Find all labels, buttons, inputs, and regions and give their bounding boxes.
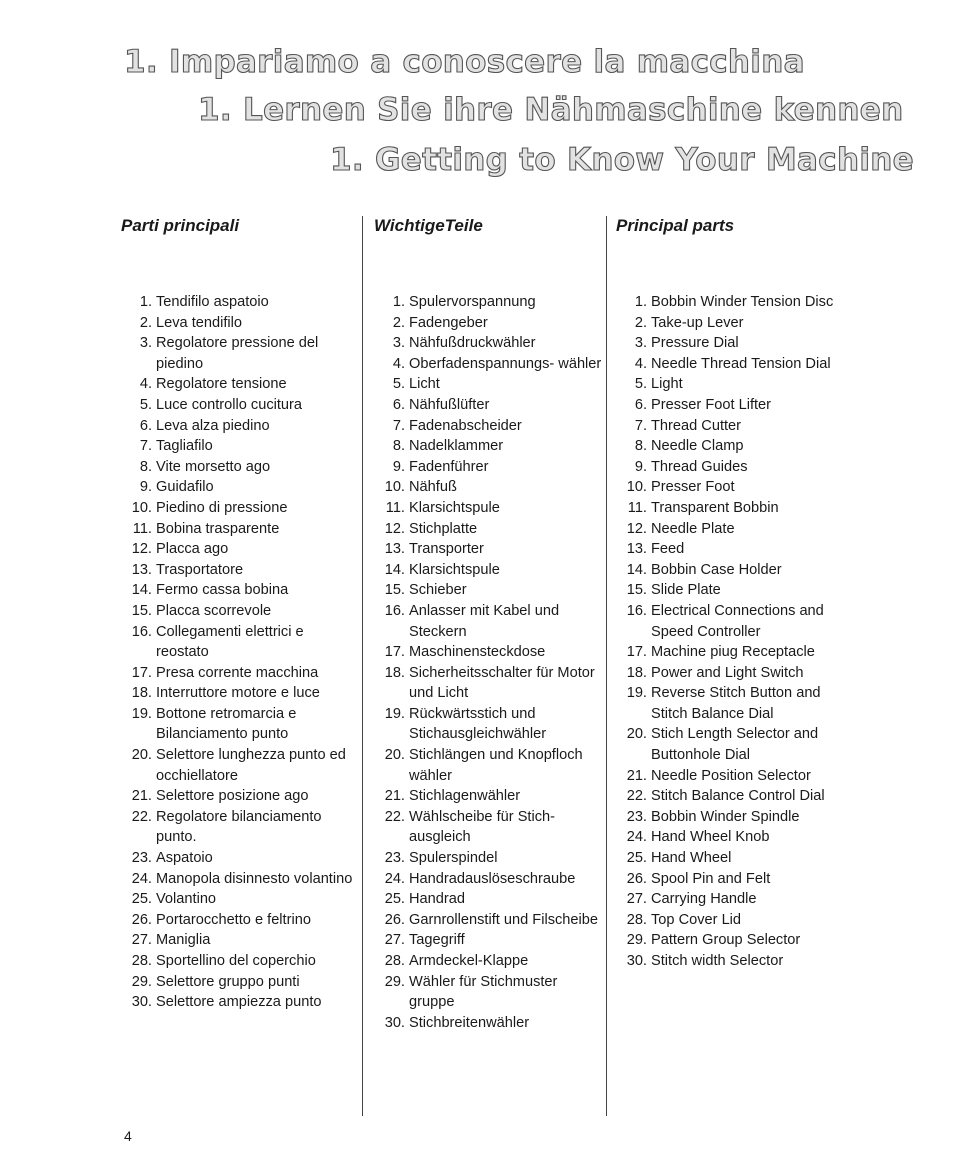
item-text: Nadelklammer (409, 438, 504, 455)
item-text: Rückwärtsstich und Stichausgleichwähler (409, 705, 547, 743)
list-item (392, 354, 602, 375)
item-number: 14. (626, 561, 647, 578)
list-item (131, 683, 357, 704)
list-item (634, 292, 856, 313)
list-item (626, 539, 856, 560)
parts-list (384, 292, 602, 1033)
item-text: Fadenabscheider (409, 417, 522, 434)
item-number: 30. (131, 994, 152, 1011)
item-text: Fadengeber (409, 314, 488, 331)
item-number: 15. (384, 582, 405, 599)
item-text: Transporter (409, 541, 484, 558)
list-item (634, 374, 856, 395)
list-item (384, 1013, 602, 1034)
list-item (392, 313, 602, 334)
list-item (392, 457, 602, 478)
list-item (131, 807, 357, 848)
item-text: Reverse Stitch Button and Stitch Balance Dial (651, 685, 821, 722)
item-number: 30. (626, 953, 647, 969)
item-number: 15. (131, 602, 152, 619)
item-number: 3. (634, 335, 647, 352)
item-text: Leva alza piedino (156, 417, 270, 434)
list-item (131, 539, 357, 560)
item-number: 23. (626, 808, 647, 825)
item-number: 10. (626, 479, 647, 496)
list-item (626, 848, 856, 869)
item-text: Manopola disinnesto volantino (156, 870, 353, 887)
item-number: 9. (139, 479, 152, 496)
item-number: 7. (634, 417, 647, 434)
item-number: 26. (384, 911, 405, 928)
item-text: Tagegriff (409, 932, 465, 949)
item-number: 14. (131, 582, 152, 599)
list-item (626, 951, 856, 972)
list-item (626, 766, 856, 787)
list-item (626, 889, 856, 910)
list-item (131, 622, 357, 663)
item-text: Volantino (156, 891, 217, 908)
item-text: Handrad (409, 891, 465, 908)
column-heading: Parti principali (121, 216, 240, 235)
item-text: Tagliafilo (156, 438, 213, 455)
item-number: 17. (131, 664, 152, 681)
parts-list (131, 292, 357, 1013)
item-number: 1. (392, 294, 405, 310)
item-number: 28. (131, 953, 152, 969)
item-text: Placca scorrevole (156, 602, 272, 619)
list-item (384, 972, 602, 1013)
item-text: Fermo cassa bobina (156, 582, 289, 599)
item-number: 22. (131, 808, 152, 825)
item-text: Top Cover Lid (651, 911, 742, 928)
list-item (139, 436, 357, 457)
item-number: 10. (131, 499, 152, 516)
item-number: 8. (634, 438, 647, 455)
item-text: Slide Plate (651, 582, 721, 599)
item-text: Bobina trasparente (156, 520, 280, 537)
item-number: 20. (384, 747, 405, 764)
item-number: 20. (131, 747, 152, 764)
item-number: 16. (131, 623, 152, 640)
item-number: 30. (384, 1014, 405, 1031)
column-divider (362, 216, 363, 1116)
list-item (385, 498, 602, 519)
item-number: 28. (626, 911, 647, 928)
list-item (131, 889, 357, 910)
list-item (627, 498, 856, 519)
list-item (384, 704, 602, 745)
item-text: Wählscheibe für Stich- ausgleich (409, 808, 555, 846)
item-text: Light (651, 376, 683, 393)
item-text: Stichplatte (409, 520, 478, 537)
list-item (139, 313, 357, 334)
title-german: 1. Lernen Sie ihre Nähmaschine kennen (198, 92, 904, 128)
list-item (626, 786, 856, 807)
list-item (626, 642, 856, 663)
list-item (131, 869, 357, 890)
item-number: 9. (392, 458, 405, 475)
item-text: Trasportatore (156, 561, 244, 578)
item-number: 15. (626, 582, 647, 599)
item-text: Vite morsetto ago (156, 458, 271, 475)
list-item (634, 333, 856, 354)
column-german (374, 212, 602, 1033)
item-text: Aspatoio (156, 850, 213, 867)
item-text: Maniglia (156, 932, 211, 949)
list-item (384, 889, 602, 910)
item-text: Placca ago (156, 541, 229, 558)
list-item (392, 374, 602, 395)
column-heading: Principal parts (616, 216, 735, 235)
item-text: Thread Cutter (651, 417, 742, 434)
list-item (384, 477, 602, 498)
list-item (384, 580, 602, 601)
page-titles (0, 0, 954, 190)
list-item (626, 683, 856, 724)
list-item (384, 601, 602, 642)
list-item (131, 848, 357, 869)
list-item (384, 663, 602, 704)
item-text: Needle Plate (651, 520, 735, 537)
item-text: Guidafilo (156, 479, 214, 496)
list-item (384, 930, 602, 951)
list-item (626, 869, 856, 890)
item-number: 3. (139, 335, 152, 352)
list-item (139, 333, 357, 374)
list-item (131, 560, 357, 581)
item-text: Presser Foot Lifter (651, 396, 772, 413)
list-item (626, 519, 856, 540)
item-number: 9. (634, 458, 647, 475)
list-item (634, 436, 856, 457)
list-item (626, 663, 856, 684)
item-text: Anlasser mit Kabel und Steckern (409, 602, 560, 640)
item-number: 18. (626, 664, 647, 681)
item-number: 14. (384, 561, 405, 578)
item-text: Armdeckel-Klappe (409, 953, 529, 969)
list-item (392, 333, 602, 354)
list-item (139, 374, 357, 395)
item-number: 3. (392, 335, 405, 352)
item-number: 25. (384, 891, 405, 908)
list-item (384, 560, 602, 581)
item-number: 29. (626, 932, 647, 949)
item-text: Fadenführer (409, 458, 489, 475)
item-number: 7. (392, 417, 405, 434)
item-text: Klarsichtspule (409, 499, 500, 516)
item-number: 8. (392, 438, 405, 455)
list-item (626, 601, 856, 642)
item-number: 21. (626, 767, 647, 784)
item-text: Pattern Group Selector (651, 932, 801, 949)
item-number: 19. (626, 685, 647, 702)
item-number: 18. (131, 685, 152, 702)
list-item (131, 704, 357, 745)
list-item (626, 560, 856, 581)
item-text: Bobbin Case Holder (651, 561, 782, 578)
item-number: 5. (139, 396, 152, 413)
item-number: 27. (131, 932, 152, 949)
list-item (626, 930, 856, 951)
item-number: 17. (384, 644, 405, 661)
item-number: 11. (132, 520, 152, 537)
list-item (131, 992, 357, 1013)
item-text: Collegamenti elettrici e reostato (156, 623, 304, 661)
item-text: Maschinensteckdose (409, 644, 546, 661)
item-number: 12. (131, 541, 152, 558)
item-number: 27. (626, 891, 647, 908)
list-item (139, 457, 357, 478)
list-item (392, 395, 602, 416)
item-number: 12. (626, 520, 647, 537)
list-item (131, 972, 357, 993)
item-text: Selettore ampiezza punto (156, 994, 322, 1011)
list-item (384, 910, 602, 931)
item-number: 16. (384, 602, 405, 619)
item-text: Transparent Bobbin (651, 499, 779, 516)
list-item (131, 498, 357, 519)
item-number: 19. (384, 705, 405, 722)
item-number: 24. (131, 870, 152, 887)
item-number: 24. (384, 870, 405, 887)
item-number: 27. (384, 932, 405, 949)
item-number: 8. (139, 458, 152, 475)
item-number: 19. (131, 705, 152, 722)
title-italian: 1. Impariamo a conoscere la macchina (124, 44, 805, 80)
item-text: Stichbreitenwähler (409, 1014, 530, 1031)
item-text: Spulerspindel (409, 850, 498, 867)
list-item (131, 910, 357, 931)
list-item (626, 827, 856, 848)
list-item (392, 416, 602, 437)
item-text: Leva tendifilo (156, 314, 243, 331)
item-number: 21. (131, 788, 152, 805)
item-text: Bottone retromarcia e Bilanciamento punto (156, 705, 297, 743)
item-number: 28. (384, 953, 405, 969)
item-number: 26. (626, 870, 647, 887)
list-item (131, 601, 357, 622)
item-text: Needle Clamp (651, 438, 744, 455)
list-item (634, 457, 856, 478)
title-english: 1. Getting to Know Your Machine (330, 142, 914, 178)
item-number: 1. (634, 294, 647, 310)
item-text: Stich Length Selector and Buttonhole Dial (651, 726, 819, 764)
list-item (384, 519, 602, 540)
item-text: Feed (651, 541, 685, 558)
list-item (384, 642, 602, 663)
item-text: Stitch width Selector (651, 953, 784, 969)
item-text: Interruttore motore e luce (156, 685, 320, 702)
item-number: 24. (626, 829, 647, 846)
item-number: 13. (626, 541, 647, 558)
list-item (626, 580, 856, 601)
item-text: Machine piug Receptacle (651, 644, 815, 661)
item-text: Nähfußlüfter (409, 396, 490, 413)
item-text: Garnrollenstift und Filscheibe (409, 911, 598, 928)
column-english (616, 212, 856, 972)
item-text: Luce controllo cucitura (156, 396, 303, 413)
list-item (139, 395, 357, 416)
item-text: Bobbin Winder Spindle (651, 808, 800, 825)
item-text: Wähler für Stichmuster gruppe (409, 973, 558, 1011)
list-item (139, 416, 357, 437)
list-item (634, 395, 856, 416)
item-number: 4. (139, 376, 152, 393)
list-item (131, 745, 357, 786)
item-number: 6. (634, 396, 647, 413)
item-number: 11. (385, 499, 405, 516)
item-text: Sicherheitsschalter für Motor und Licht (409, 664, 595, 702)
item-number: 29. (384, 973, 405, 990)
item-number: 20. (626, 726, 647, 743)
page-number: 4 (124, 1128, 132, 1144)
item-text: Selettore lunghezza punto ed occhiellatore (156, 747, 346, 784)
item-text: Hand Wheel (651, 850, 732, 867)
list-item (384, 951, 602, 972)
item-text: Stichlängen und Knopfloch wähler (409, 747, 583, 784)
item-number: 22. (626, 788, 647, 805)
item-number: 17. (626, 644, 647, 661)
item-text: Electrical Connections and Speed Controller (651, 602, 824, 640)
list-item (634, 354, 856, 375)
item-text: Regolatore tensione (156, 376, 287, 393)
item-text: Oberfadenspannungs- wähler (409, 355, 602, 372)
list-item (626, 724, 856, 765)
list-item (626, 477, 856, 498)
list-item (384, 807, 602, 848)
item-text: Needle Thread Tension Dial (651, 355, 831, 372)
item-text: Presa corrente macchina (156, 664, 319, 681)
column-heading: WichtigeTeile (374, 216, 483, 235)
item-number: 2. (634, 314, 647, 331)
item-text: Needle Position Selector (651, 767, 811, 784)
item-number: 25. (131, 891, 152, 908)
item-text: Piedino di pressione (156, 499, 288, 516)
list-item (392, 436, 602, 457)
item-number: 6. (392, 396, 405, 413)
item-text: Licht (409, 376, 440, 393)
item-number: 2. (392, 314, 405, 331)
column-italian (121, 212, 357, 1013)
list-item (634, 416, 856, 437)
list-item (139, 292, 357, 313)
list-item (626, 910, 856, 931)
item-text: Schieber (409, 582, 467, 599)
item-text: Bobbin Winder Tension Disc (651, 294, 834, 310)
item-text: Stichlagenwähler (409, 788, 521, 805)
item-text: Klarsichtspule (409, 561, 500, 578)
column-divider (606, 216, 607, 1116)
list-item (139, 477, 357, 498)
item-number: 7. (139, 438, 152, 455)
list-item (132, 519, 357, 540)
list-item (384, 848, 602, 869)
item-number: 23. (384, 850, 405, 867)
item-number: 2. (139, 314, 152, 331)
list-item (384, 745, 602, 786)
item-number: 18. (384, 664, 405, 681)
item-text: Nähfuß (409, 479, 457, 496)
item-text: Regolatore bilanciamento punto. (156, 808, 322, 846)
item-text: Take-up Lever (651, 314, 744, 331)
list-item (131, 786, 357, 807)
item-number: 16. (626, 602, 647, 619)
list-item (384, 786, 602, 807)
item-number: 5. (392, 376, 405, 393)
item-number: 6. (139, 417, 152, 434)
item-number: 1. (139, 294, 152, 310)
item-number: 23. (131, 850, 152, 867)
item-number: 21. (384, 788, 405, 805)
item-text: Thread Guides (651, 458, 748, 475)
item-text: Selettore gruppo punti (156, 973, 300, 990)
item-text: Handradauslöseschraube (409, 870, 576, 887)
item-text: Regolatore pressione del piedino (156, 335, 319, 372)
list-item (634, 313, 856, 334)
list-item (384, 869, 602, 890)
item-text: Carrying Handle (651, 891, 757, 908)
item-number: 25. (626, 850, 647, 867)
list-item (392, 292, 602, 313)
item-number: 13. (131, 561, 152, 578)
list-item (131, 930, 357, 951)
list-item (131, 580, 357, 601)
item-text: Tendifilo aspatoio (156, 294, 269, 310)
item-text: Portarocchetto e feltrino (156, 911, 311, 928)
parts-list (626, 292, 856, 972)
item-text: Presser Foot (651, 479, 735, 496)
item-text: Power and Light Switch (651, 664, 804, 681)
item-number: 11. (627, 499, 647, 516)
list-item (131, 951, 357, 972)
item-number: 22. (384, 808, 405, 825)
list-item (384, 539, 602, 560)
item-text: Spool Pin and Felt (651, 870, 771, 887)
item-number: 10. (384, 479, 405, 496)
item-text: Hand Wheel Knob (651, 829, 770, 846)
item-text: Stitch Balance Control Dial (651, 788, 825, 805)
item-number: 13. (384, 541, 405, 558)
item-number: 12. (384, 520, 405, 537)
item-number: 5. (634, 376, 647, 393)
item-text: Nähfußdruckwähler (409, 335, 536, 352)
item-number: 26. (131, 911, 152, 928)
item-number: 4. (634, 355, 647, 372)
list-item (626, 807, 856, 828)
item-text: Pressure Dial (651, 335, 739, 352)
item-number: 4. (392, 355, 405, 372)
item-text: Sportellino del coperchio (156, 953, 316, 969)
item-text: Spulervorspannung (409, 294, 536, 310)
list-item (131, 663, 357, 684)
item-text: Selettore posizione ago (156, 788, 309, 805)
item-number: 29. (131, 973, 152, 990)
